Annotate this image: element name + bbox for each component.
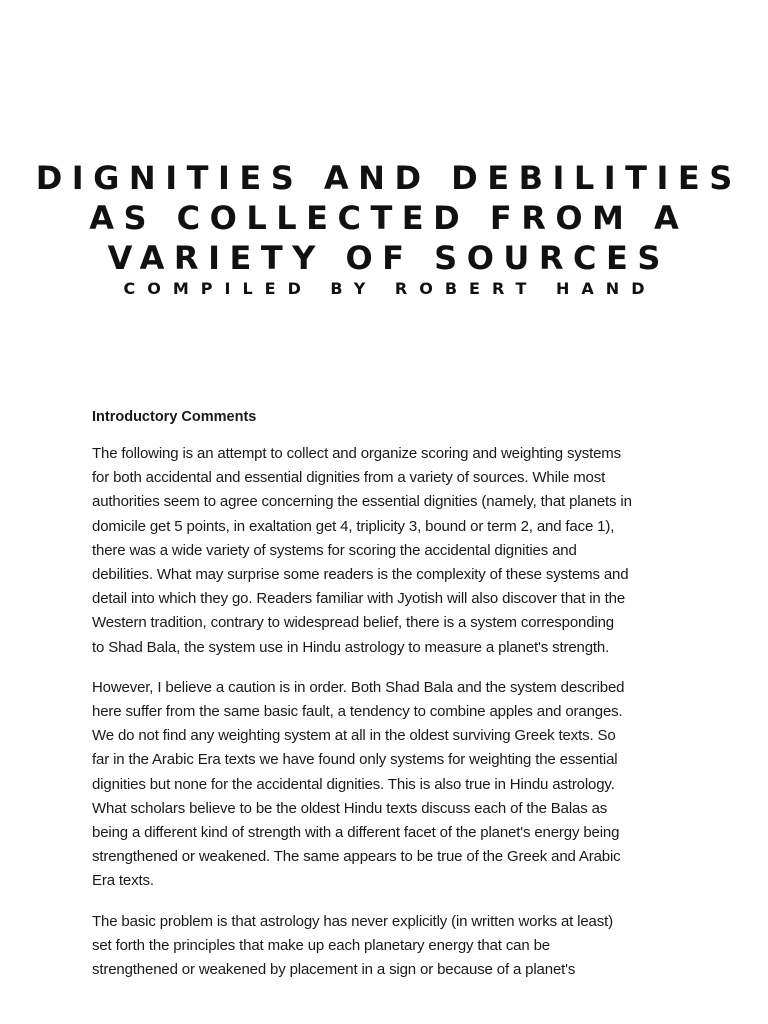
paragraph-line: for both accidental and essential dignities from a variety of sources. While most	[92, 469, 606, 487]
paragraph-line: However, I believe a caution is in order. Both Shad Bala and the system described	[92, 678, 625, 696]
paragraph-line: domicile get 5 points, in exaltation get 4, triplicity 3, bound or term 2, and face 1),	[92, 517, 615, 535]
paragraph-3	[92, 910, 682, 983]
paragraph-line: The basic problem is that astrology has never explicitly (in written works at least)	[92, 912, 613, 930]
paragraph-line: Era texts.	[92, 872, 154, 890]
paragraph-line: there was a wide variety of systems for scoring the accidental dignities and	[92, 541, 577, 559]
document-subtitle: COMPILED BY ROBERT HAND	[123, 279, 657, 298]
document-title-line-1: DIGNITIES AND DEBILITIES	[35, 159, 742, 197]
paragraph-1	[92, 442, 682, 660]
paragraph-line: The following is an attempt to collect and organize scoring and weighting systems	[92, 445, 621, 462]
paragraph-line: dignities but none for the accidental dignities. This is also true in Hindu astrology.	[92, 775, 615, 793]
document-title-line-3: VARIETY OF SOURCES	[107, 239, 670, 277]
paragraph-line: detail into which they go. Readers familiar with Jyotish will also discover that in the	[92, 590, 626, 608]
paragraph-line: being a different kind of strength with a different facet of the planet's energy being	[92, 824, 620, 842]
paragraph-line: far in the Arabic Era texts we have found only systems for weighting the essential	[92, 751, 618, 769]
title-block	[0, 158, 768, 300]
paragraph-line: What scholars believe to be the oldest Hindu texts discuss each of the Balas as	[92, 799, 608, 817]
paragraph-line: Western tradition, contrary to widespread belief, there is a system corresponding	[92, 614, 614, 632]
paragraph-line: strengthened or weakened. The same appears to be true of the Greek and Arabic	[92, 848, 621, 866]
paragraph-line: here suffer from the same basic fault, a tendency to combine apples and oranges.	[92, 703, 623, 721]
paragraph-line: authorities seem to agree concerning the essential dignities (namely, that planets in	[92, 493, 632, 511]
paragraph-line: set forth the principles that make up each planetary energy that can be	[92, 936, 550, 954]
document-body	[92, 405, 682, 998]
paragraph-line: We do not find any weighting system at all in the oldest surviving Greek texts. So	[92, 727, 616, 745]
section-heading: Introductory Comments	[92, 409, 257, 425]
paragraph-line: debilities. What may surprise some readers is the complexity of these systems and	[92, 566, 629, 584]
paragraph-line: to Shad Bala, the system use in Hindu astrology to measure a planet's strength.	[92, 638, 610, 656]
paragraph-line: strengthened or weakened by placement in a sign or because of a planet's	[92, 961, 576, 979]
paragraph-2	[92, 676, 682, 894]
document-title-line-2: AS COLLECTED FROM A	[89, 199, 689, 237]
